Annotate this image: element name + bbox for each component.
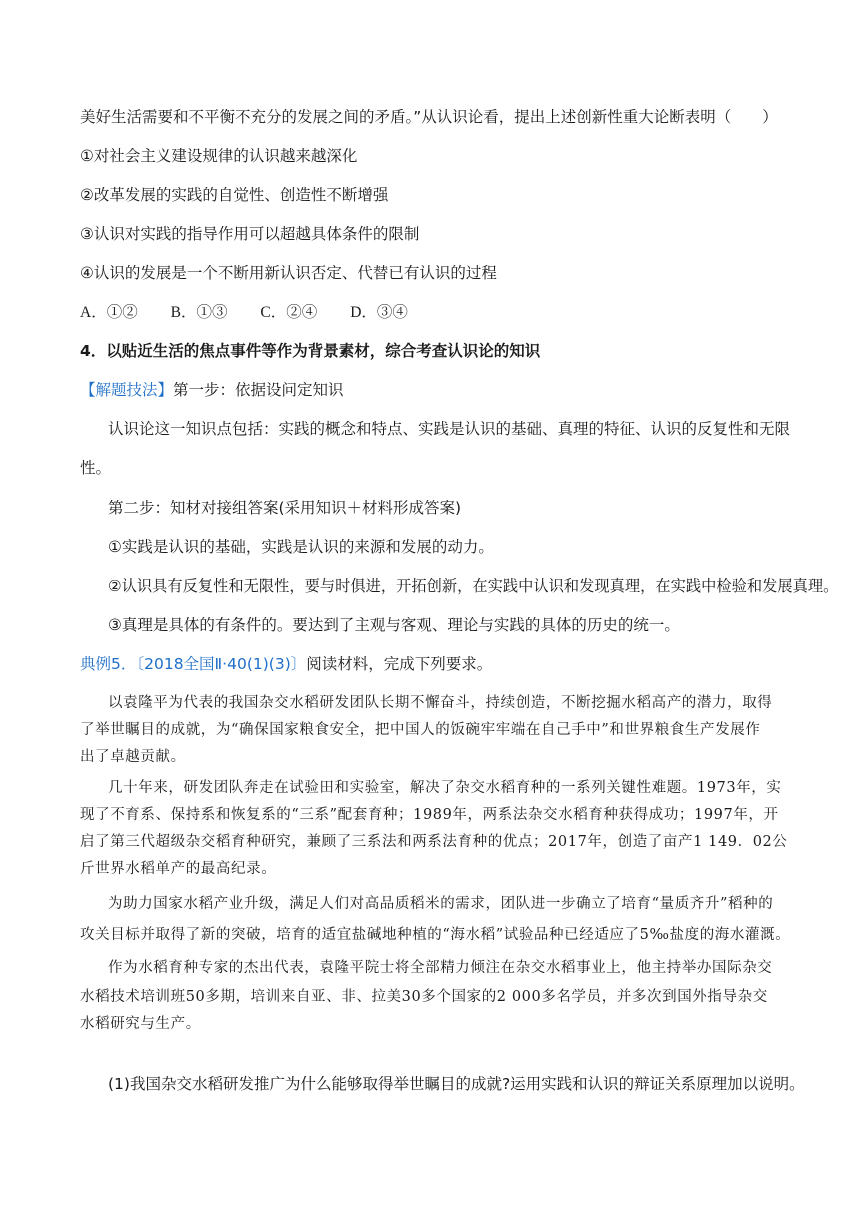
material-line: 现了不育系、保持系和恢复系的“三系”配套育种；1989年，两系法杂交水稻育种获得成功；1997年，开: [80, 807, 779, 823]
material-line: 出了卓越贡献。: [80, 749, 186, 765]
example-label: 典例5．〔2018全国Ⅱ·40(1)(3)〕: [80, 655, 307, 673]
section-4-heading: 4．以贴近生活的焦点事件等作为背景素材，综合考查认识论的知识: [80, 342, 541, 360]
method-step-1: [80, 379, 344, 401]
option-d: D．③④: [350, 304, 408, 321]
step-1-content-line-2: 性。: [80, 459, 112, 477]
example-instruction: 阅读材料，完成下列要求。: [306, 655, 493, 673]
statement-4: ④认识的发展是一个不断用新认识否定、代替已有认识的过程: [80, 264, 497, 282]
statement-3: ③认识对实践的指导作用可以超越具体条件的限制: [80, 225, 420, 243]
material-line: 了举世瞩目的成就，为“确保国家粮食安全，把中国人的饭碗牢牢端在自己手中”和世界粮食生产发展作: [80, 722, 761, 738]
material-line: 攻关目标并取得了新的突破，培育的适宜盐碱地种植的“海水稻”试验品种已经适应了5‰盐度的海水灌溉。: [80, 927, 791, 943]
material-line: 几十年来，研发团队奔走在试验田和实验室，解决了杂交水稻育种的一系列关键性难题。1973年，实: [108, 780, 782, 796]
material-line: 以袁隆平为代表的我国杂交水稻研发团队长期不懈奋斗，持续创造，不断挖掘水稻高产的潜力，取得: [108, 695, 773, 711]
option-a: A．①②: [80, 304, 138, 321]
example-heading: [80, 653, 492, 675]
question-1: (1)我国杂交水稻研发推广为什么能够取得举世瞩目的成就?运用实践和认识的辩证关系原理加以说明。: [108, 1075, 805, 1093]
method-point-1: ①实践是认识的基础，实践是认识的来源和发展的动力。: [108, 538, 494, 556]
statement-2: ②改革发展的实践的自觉性、创造性不断增强: [80, 186, 389, 204]
method-point-2: ②认识具有反复性和无限性，要与时俱进，开拓创新，在实践中认识和发现真理，在实践中检验和发展真理。: [108, 577, 839, 595]
material-line: 作为水稻育种专家的杰出代表，袁隆平院士将全部精力倾注在杂交水稻事业上，他主持举办国际杂交: [108, 960, 773, 976]
answer-options: [80, 301, 436, 324]
method-tag: 【解题技法】: [80, 381, 174, 399]
method-step-1-text: 第一步：依据设问定知识: [173, 381, 344, 399]
method-point-3: ③真理是具体的有条件的。要达到了主观与客观、理论与实践的具体的历史的统一。: [108, 616, 680, 634]
statement-1: ①对社会主义建设规律的认识越来越深化: [80, 147, 358, 165]
material-line: 水稻研究与生产。: [80, 1016, 201, 1032]
material-line: 为助力国家水稻产业升级，满足人们对高品质稻米的需求，团队进一步确立了培育“量质齐升”稻种的: [108, 896, 774, 912]
step-1-content-line-1: 认识论这一知识点包括：实践的概念和特点、实践是认识的基础、真理的特征、认识的反复性和无限: [108, 420, 791, 438]
question-intro-tail: 美好生活需要和不平衡不充分的发展之间的矛盾。”从认识论看，提出上述创新性重大论断表明（ ）: [80, 108, 778, 126]
material-line: 水稻技术培训班50多期，培训来自亚、非、拉美30多个国家的2 000多名学员，并多次到国外指导杂交: [80, 989, 768, 1005]
material-line: 启了第三代超级杂交稻育种研究，兼顾了三系法和两系法育种的优点；2017年，创造了亩产1 149．02公: [80, 834, 788, 850]
option-b: B．①③: [170, 304, 228, 321]
option-c: C．②④: [260, 304, 318, 321]
method-step-2: 第二步：知材对接组答案(采用知识＋材料形成答案): [108, 499, 462, 517]
material-line: 斤世界水稻单产的最高纪录。: [80, 861, 277, 877]
